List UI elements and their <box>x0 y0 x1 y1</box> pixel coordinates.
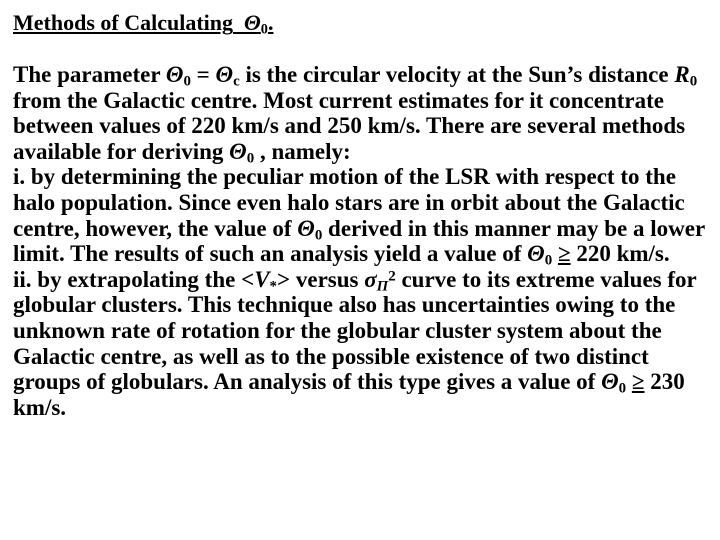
theta-subscript: 0 <box>260 21 268 38</box>
theta-symbol: Θ <box>215 62 234 87</box>
velocity-symbol: V <box>254 266 270 292</box>
title-period: . <box>267 10 274 35</box>
method-i-paragraph: i. by determining the peculiar motion of the LSR with respect to the halo population. Since even halo stars are in orbit about the Galactic centre, however, the value of $\Theta_0$ derived in this manner may be a lower limit. The results of such an analysis yield a value of $\Theta_0 \ge 220$ km/s. <box>13 164 705 269</box>
method-ii-paragraph: ii. by extrapolating the $<V_*>$ versus $\sigma_\Pi^2$ curve to its extreme values for globular clusters. This technique also has uncertainties owing to the unknown rate of rotation for the globular cluster system about the Galactic centre, as well as to the possible existence of two distinct groups of globulars. An analysis of this type gives a value of $\Theta_0 \ge 230$ km/s. <box>13 266 697 420</box>
body-text <box>13 62 713 420</box>
theta-symbol: Θ <box>297 215 315 241</box>
theta-symbol: Θ <box>229 138 247 164</box>
distance-symbol: R <box>674 62 690 87</box>
title-text: Methods of Calculating <box>13 10 233 35</box>
theta-symbol: Θ <box>165 62 184 87</box>
greater-equal-sign: ≥ <box>557 241 571 267</box>
slide-title <box>13 8 713 38</box>
theta-symbol: Θ <box>244 10 261 35</box>
sigma-symbol: σ <box>364 266 377 292</box>
theta-symbol: Θ <box>527 241 545 267</box>
slide <box>13 8 713 420</box>
theta-symbol: Θ <box>601 369 619 395</box>
greater-equal-sign: ≥ <box>631 369 645 395</box>
intro-paragraph: The parameter $\Theta_0 = \Theta_c$ is the circular velocity at the Sun’s distance $R_0$ from the Galactic centre. Most current estimates for it concentrate between values of 220 km/s and 250 km/s. There are several methods available for deriving $\Theta_0$ , namely: <box>13 62 698 167</box>
